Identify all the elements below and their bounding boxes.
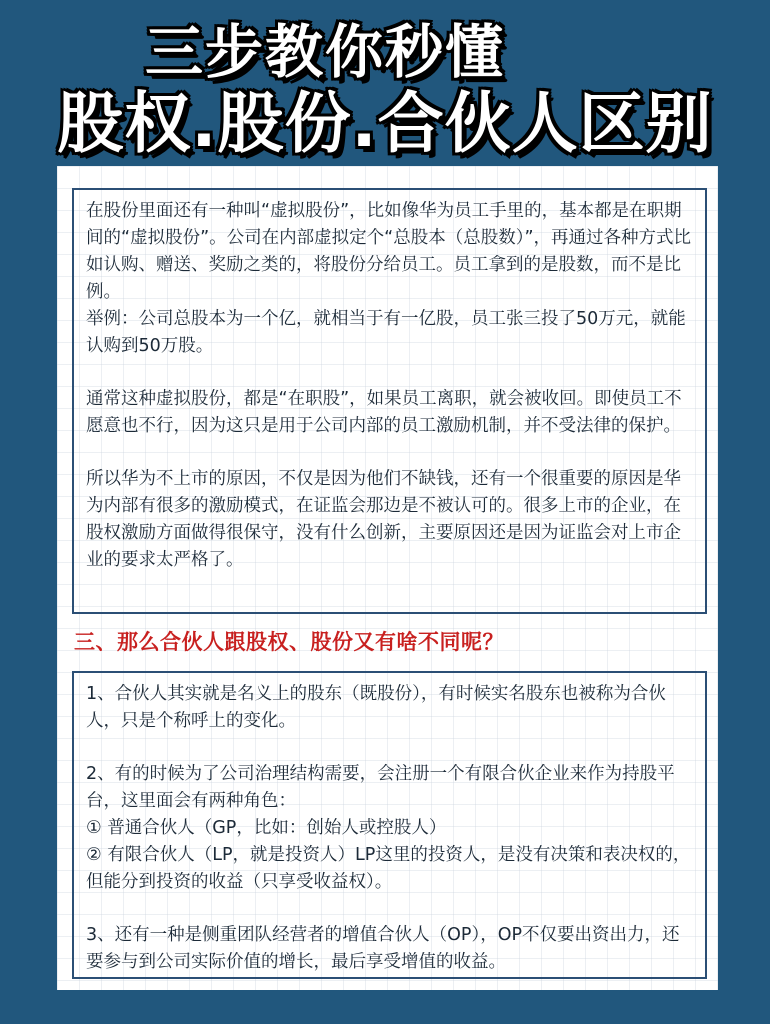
virtual-shares-box [72, 188, 707, 614]
paragraph-lp-role: ② 有限合伙人（LP，就是投资人）LP这里的投资人，是没有决策和表决权的，但能分到投资的收益（只享受收益权）。 [86, 845, 691, 892]
title-line-2: 股权.股份.合伙人区别 [57, 85, 713, 162]
paragraph-virtual-shares-intro: 在股份里面还有一种叫“虚拟股份”，比如像华为员工手里的，基本都是在职期间的“虚拟股份”。公司在内部虚拟定个“总股本（总股数）”，再通过各种方式比如认购、赠送、奖励之类的，将股份分给员工。员工拿到的是股数，而不是比例。 [86, 201, 692, 302]
paragraph-partner-point-1: 1、合伙人其实就是名义上的股东（既股份），有时候实名股东也被称为合伙人，只是个称呼上的变化。 [86, 684, 666, 731]
paragraph-huawei-not-listed: 所以华为不上市的原因，不仅是因为他们不缺钱，还有一个很重要的原因是华为内部有很多的激励模式，在证监会那边是不被认可的。很多上市的企业，在股权激励方面做得很保守，没有什么创新，主要原因还是因为证监会对上市企业的要求太严格了。 [86, 469, 681, 570]
paragraph-example: 举例：公司总股本为一个亿，就相当于有一亿股，员工张三投了50万元，就能认购到50万股。 [86, 309, 686, 356]
partners-box [72, 671, 707, 979]
section-heading-partners: 三、那么合伙人跟股权、股份又有啥不同呢？ [74, 630, 504, 654]
paragraph-gp-role: ① 普通合伙人（GP，比如：创始人或控股人） [86, 818, 447, 838]
content-sheet [57, 166, 718, 990]
title-line-1: 三步教你秒懂 [144, 18, 505, 86]
paragraph-on-job-shares: 通常这种虚拟股份，都是“在职股”，如果员工离职，就会被收回。即使员工不愿意也不行，因为这只是用于公司内部的员工激励机制，并不受法律的保护。 [86, 389, 682, 436]
paragraph-partner-point-3: 3、还有一种是侧重团队经营者的增值合伙人（OP），OP不仅要出资出力，还要参与到公司实际价值的增长，最后享受增值的收益。 [86, 925, 680, 972]
paragraph-partner-point-2: 2、有的时候为了公司治理结构需要，会注册一个有限合伙企业来作为持股平台，这里面会有两种角色： [86, 764, 675, 811]
